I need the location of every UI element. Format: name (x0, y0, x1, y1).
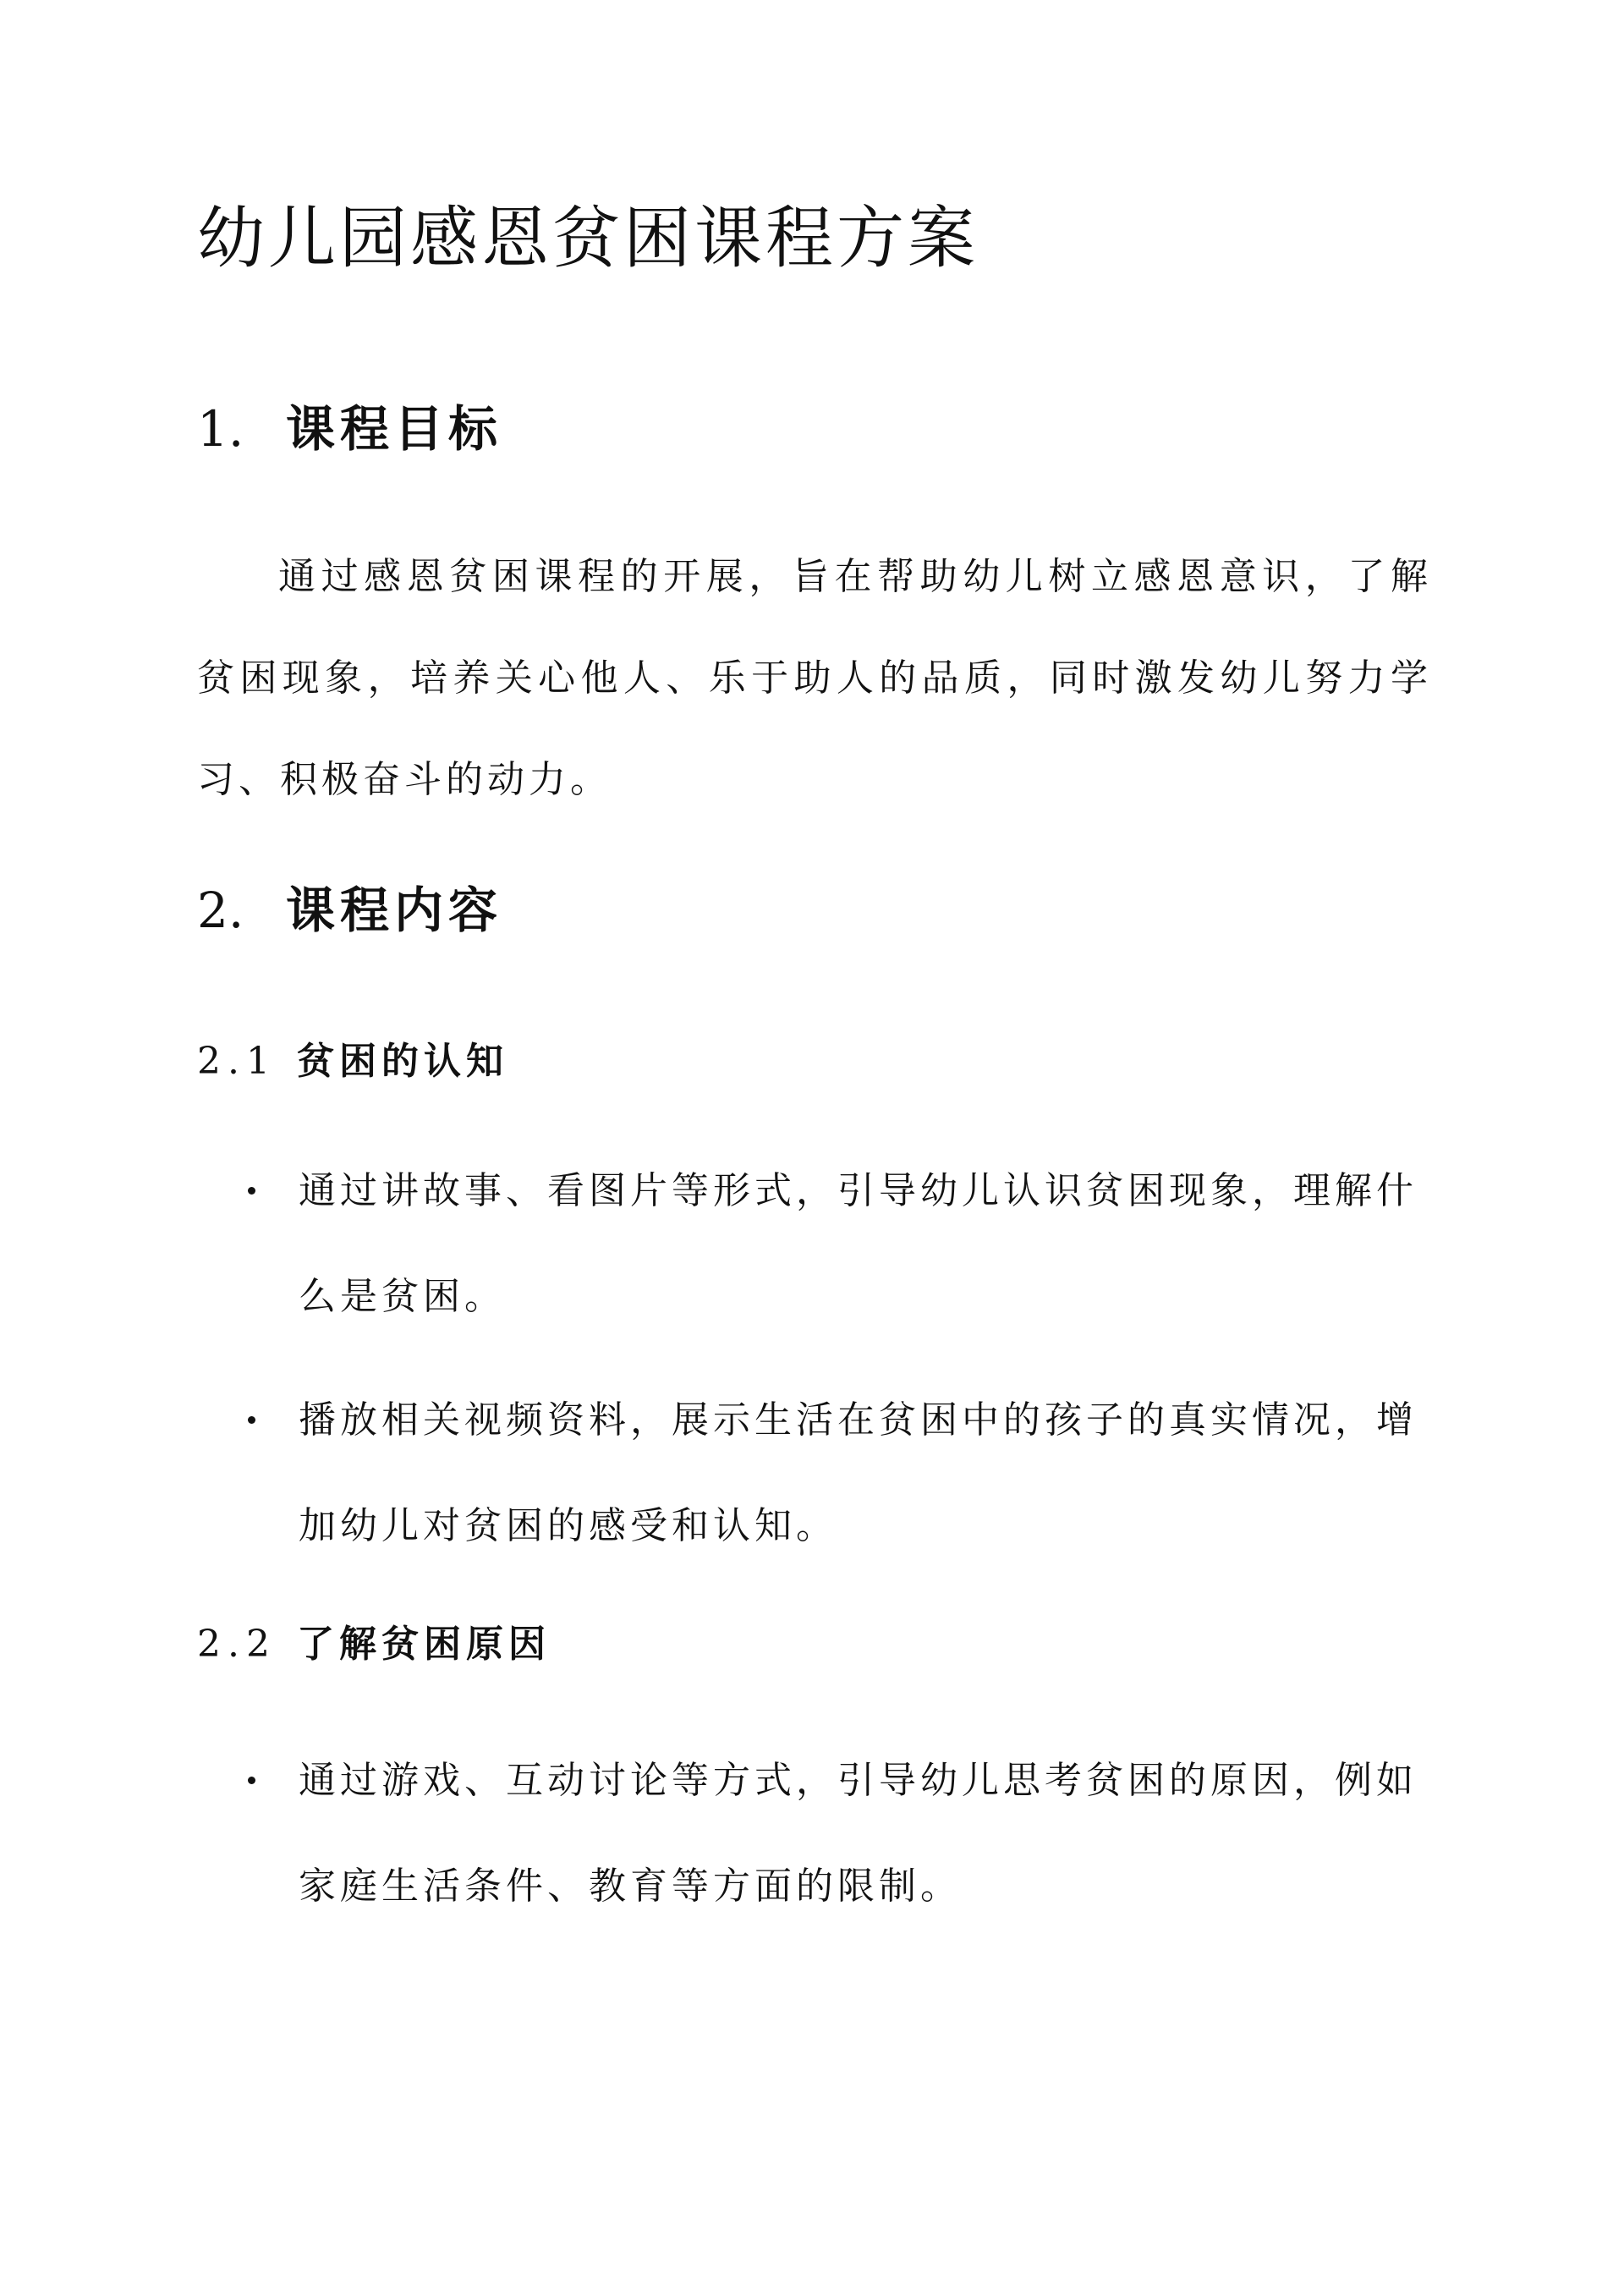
document-title: 幼儿园感恩贫困课程方案 (197, 199, 979, 277)
section-number: 1. (197, 400, 244, 458)
subsection-heading-2-2 (197, 1619, 551, 1670)
list-item-text: 通过游戏、互动讨论等方式，引导幼儿思考贫困的原因，例如家庭生活条件、教育等方面的限制。 (299, 1759, 1418, 1908)
section-paragraph: 通过感恩贫困课程的开展，旨在帮助幼儿树立感恩意识，了解贫困现象，培养关心他人、乐于助人的品质，同时激发幼儿努力学习、积极奋斗的动力。 (197, 555, 1432, 801)
bullet-icon (248, 1187, 255, 1195)
subsection-heading-2-1 (197, 1036, 508, 1087)
list-item (241, 1367, 1425, 1579)
subsection-number: 2.1 (197, 1040, 277, 1083)
section-number: 2. (197, 882, 244, 939)
list-item (241, 1138, 1425, 1349)
section-title: 课程内容 (286, 882, 503, 939)
section-title: 课程目标 (286, 400, 503, 458)
subsection-title: 贫困的认知 (297, 1040, 508, 1083)
bullet-icon (248, 1416, 255, 1424)
subsection-number: 2.2 (197, 1623, 277, 1666)
list-item-text: 播放相关视频资料，展示生活在贫困中的孩子的真实情况，增加幼儿对贫困的感受和认知。 (299, 1398, 1418, 1547)
section-heading-2 (197, 876, 502, 944)
list-item-text: 通过讲故事、看图片等形式，引导幼儿认识贫困现象，理解什么是贫困。 (299, 1169, 1418, 1318)
bullet-icon (248, 1777, 255, 1784)
subsection-title: 了解贫困原因 (297, 1623, 551, 1666)
section-heading-1 (197, 395, 502, 463)
list-item (241, 1727, 1425, 1939)
